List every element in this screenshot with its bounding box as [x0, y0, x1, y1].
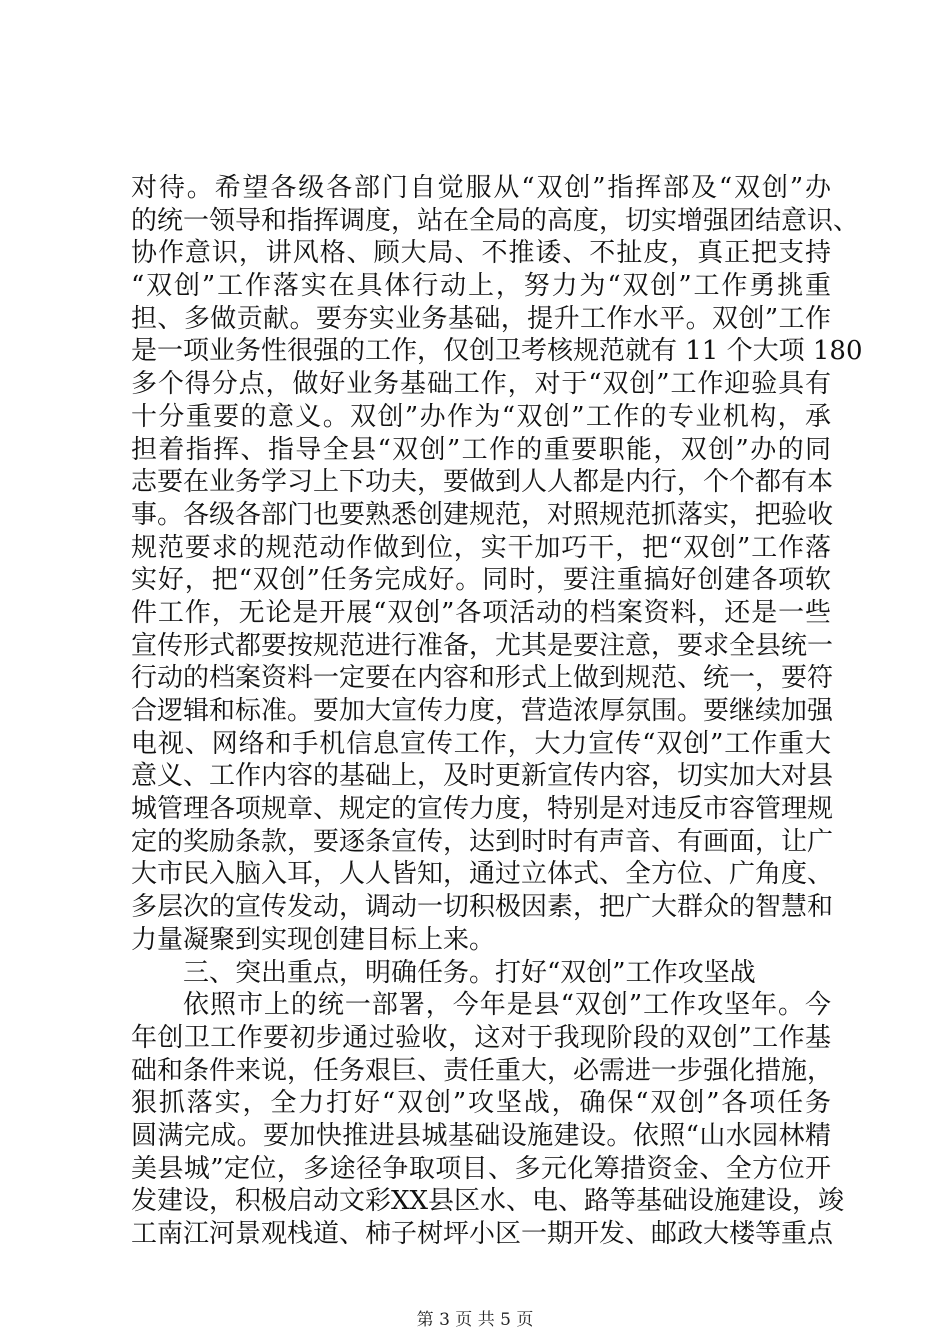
text-line: 依照市上的统一部署，今年是县“双创”工作攻坚年。今: [183, 990, 831, 1021]
text-line: 发建设，积极启动文彩XX县区水、电、路等基础设施建设，竣: [131, 1186, 845, 1217]
text-line: 十分重要的意义。双创”办作为“双创”工作的专业机构，承: [131, 401, 831, 432]
document-body: [131, 172, 863, 1251]
text-line: 力量凝聚到实现创建目标上来。: [131, 924, 496, 955]
text-line: 担、多做贡献。要夯实业务基础，提升工作水平。双创”工作: [131, 303, 831, 334]
text-line: 的统一领导和指挥调度，站在全局的高度，切实增强团结意识、: [131, 205, 860, 236]
text-line: 志要在业务学习上下功夫，要做到人人都是内行，个个都有本: [131, 467, 834, 498]
text-line: 城管理各项规章、规定的宣传力度，特别是对违反市容管理规: [131, 794, 834, 825]
text-line: 担着指挥、指导全县“双创”工作的重要职能，双创”办的同: [131, 434, 831, 465]
text-line: 础和条件来说，任务艰巨、责任重大，必需进一步强化措施，: [131, 1055, 834, 1086]
text-line: 多个得分点，做好业务基础工作，对于“双创”工作迎验具有: [131, 369, 831, 400]
text-line: 件工作，无论是开展“双创”各项活动的档案资料，还是一些: [131, 597, 831, 628]
text-line: 定的奖励条款，要逐条宣传，达到时时有声音、有画面，让广: [131, 826, 834, 857]
text-line: 多层次的宣传发动，调动一切积极因素，把广大群众的智慧和: [131, 892, 834, 923]
page-number: 第 3 页 共 5 页: [416, 1310, 534, 1330]
text-line: 年创卫工作要初步通过验收，这对于我现阶段的双创”工作基: [131, 1022, 831, 1053]
text-line: 实好，把“双创”任务完成好。同时，要注重搞好创建各项软: [131, 565, 831, 596]
text-line: 宣传形式都要按规范进行准备，尤其是要注意，要求全县统一: [131, 630, 834, 661]
text-line: 美县城”定位，多途径争取项目、多元化筹措资金、全方位开: [131, 1153, 831, 1184]
text-line: 工南江河景观栈道、柿子树坪小区一期开发、邮政大楼等重点: [131, 1219, 834, 1249]
text-line: 合逻辑和标准。要加大宣传力度，营造浓厚氛围。要继续加强: [131, 696, 834, 726]
text-line: 对待。希望各级各部门自觉服从“双创”指挥部及“双创”办: [131, 173, 831, 203]
text-line: 行动的档案资料一定要在内容和形式上做到规范、统一，要符: [131, 663, 834, 694]
text-line: 意义、工作内容的基础上，及时更新宣传内容，切实加大对县: [131, 761, 834, 792]
text-line: “双创”工作落实在具体行动上，努力为“双创”工作勇挑重: [131, 271, 831, 302]
text-line: 规范要求的规范动作做到位，实干加巧干，把“双创”工作落: [131, 532, 831, 563]
text-line: 大市民入脑入耳，人人皆知，通过立体式、全方位、广角度、: [131, 859, 834, 890]
text-line: 是一项业务性很强的工作，仅创卫考核规范就有 11 个大项 180: [131, 336, 863, 367]
text-line: 圆满完成。要加快推进县城基础设施建设。依照“山水园林精: [131, 1120, 831, 1151]
section-heading: 三、突出重点，明确任务。打好“双创”工作攻坚战: [183, 957, 756, 988]
text-line: 电视、网络和手机信息宣传工作，大力宣传“双创”工作重大: [131, 728, 831, 759]
text-line: 狠抓落实，全力打好“双创”攻坚战，确保“双创”各项任务: [131, 1088, 831, 1119]
text-line: 协作意识，讲风格、顾大局、不推诿、不扯皮，真正把支持: [131, 238, 831, 269]
text-line: 事。各级各部门也要熟悉创建规范，对照规范抓落实，把验收: [131, 499, 834, 530]
